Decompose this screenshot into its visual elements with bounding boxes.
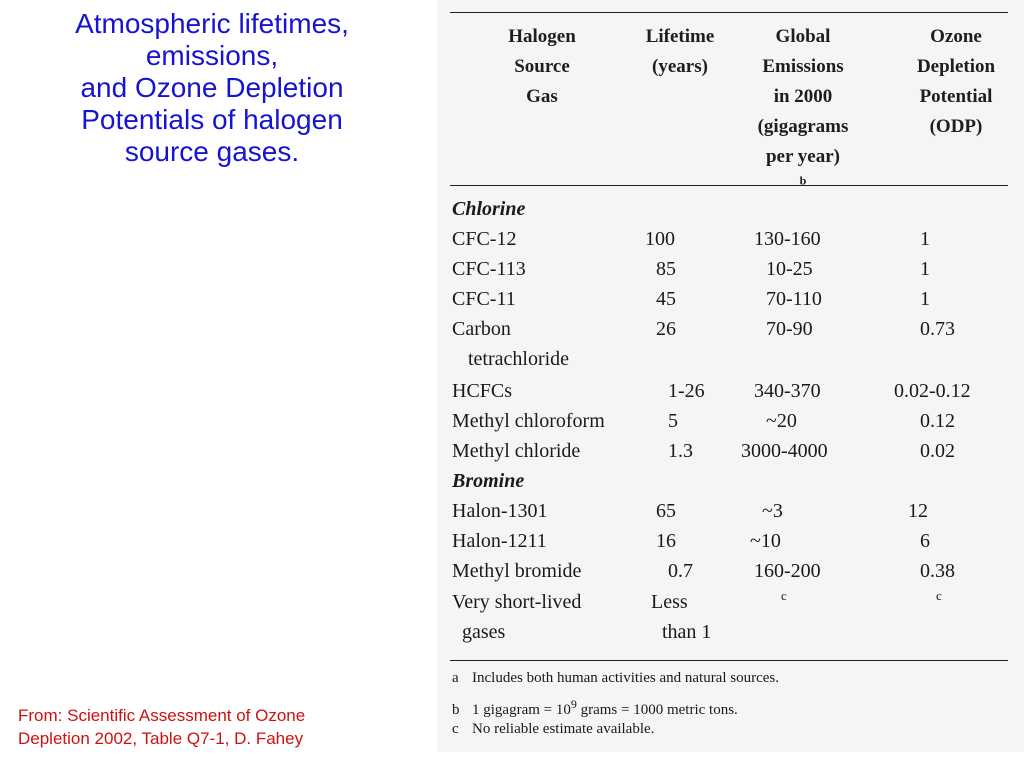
header-odp: Ozone Depletion Potential (ODP) <box>916 26 996 137</box>
footnote-a: a Includes both human activities and natural sources. <box>452 670 779 686</box>
title-line: emissions, <box>145 40 279 71</box>
table-bottom-rule <box>450 660 1008 661</box>
footnote-b: b 1 gigagram = $10^9$ grams = 1000 metric tons. <box>452 697 738 718</box>
header-emissions: Global Emissions in 2000 (gigagrams per year) $^b$ <box>757 26 849 188</box>
footnote-c: c No reliable estimate available. <box>452 721 655 737</box>
section-bromine: Bromine <box>452 470 525 492</box>
section-chlorine: Chlorine <box>452 198 526 220</box>
title-line: and Ozone Depletion <box>80 72 344 103</box>
table-top-rule <box>450 12 1008 13</box>
title-line: Potentials of halogen <box>81 104 343 135</box>
slide-title <box>22 8 402 168</box>
title-line: Atmospheric lifetimes, <box>75 8 349 39</box>
table-header-rule <box>450 185 1008 186</box>
header-gas: Halogen Source Gas <box>508 26 576 107</box>
source-line: Depletion 2002, Table Q7-1, D. Fahey <box>18 729 304 748</box>
emissions-note-marker: b <box>799 173 807 188</box>
title-line: source gases. <box>124 136 300 167</box>
header-lifetime: Lifetime (years) <box>645 26 715 77</box>
source-line: From: Scientific Assessment of Ozone <box>18 706 306 725</box>
source-citation <box>18 704 418 750</box>
